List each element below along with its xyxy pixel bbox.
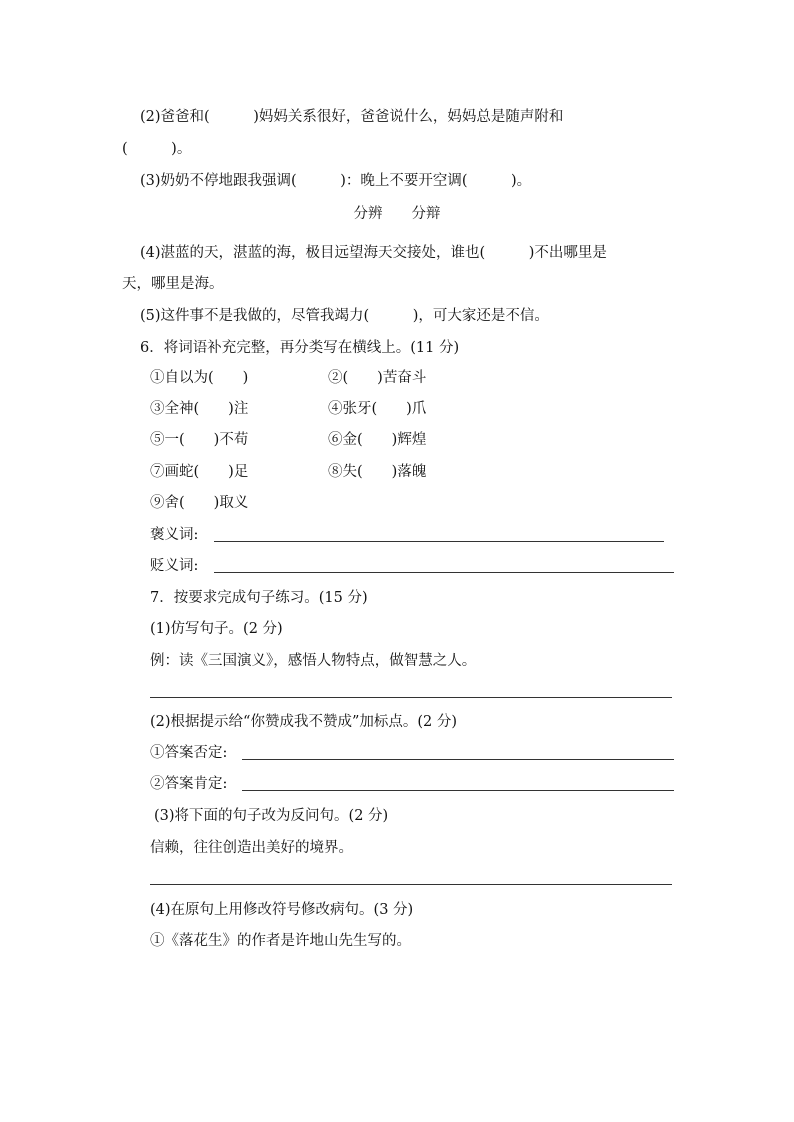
question-7-2-title: (2)根据提示给“你赞成我不赞成”加标点。(2 分) <box>150 714 458 730</box>
question-7-2-positive-label: ②答案肯定: <box>150 776 228 792</box>
idiom-item: ⑥金( )辉煌 <box>328 432 427 448</box>
question-7-3-answer-line[interactable] <box>150 884 672 885</box>
question-5-5: (5)这件事不是我做的，尽管我竭力( )，可大家还是不信。 <box>140 308 549 324</box>
section-7-title: 7．按要求完成句子练习。(15 分) <box>150 590 368 606</box>
question-7-1-example: 例：读《三国演义》，感悟人物特点，做智慧之人。 <box>150 653 477 669</box>
section-6-title: 6．将词语补充完整，再分类写在横线上。(11 分) <box>140 340 460 356</box>
question-7-3-sentence: 信赖，往往创造出美好的境界。 <box>150 840 353 856</box>
question-5-4-line1: (4)湛蓝的天，湛蓝的海，极目远望海天交接处，谁也( )不出哪里是 <box>140 245 607 261</box>
question-5-4-line2: 天，哪里是海。 <box>122 276 224 292</box>
derogatory-label: 贬义词: <box>150 558 199 574</box>
commendatory-answer-line[interactable] <box>214 541 664 542</box>
idiom-item: ④张牙( )爪 <box>328 401 427 417</box>
question-7-1-title: (1)仿写句子。(2 分) <box>150 621 283 637</box>
commendatory-label: 褒义词: <box>150 527 199 543</box>
idiom-item: ①自以为( ) <box>150 370 249 386</box>
question-7-2-negative-line[interactable] <box>242 759 674 760</box>
question-5-2-line2: ( )。 <box>122 141 192 157</box>
idiom-item: ③全神( )注 <box>150 401 249 417</box>
question-5-2-line1: (2)爸爸和( )妈妈关系很好，爸爸说什么，妈妈总是随声附和 <box>140 109 564 125</box>
idiom-item: ⑦画蛇( )足 <box>150 464 249 480</box>
question-7-2-negative-label: ①答案否定: <box>150 745 228 761</box>
derogatory-answer-line[interactable] <box>214 572 674 573</box>
idiom-item: ⑧失( )落魄 <box>328 464 427 480</box>
question-7-1-answer-line[interactable] <box>150 697 672 698</box>
question-7-4-sentence: ①《落花生》的作者是许地山先生写的。 <box>150 933 411 949</box>
question-7-3-title: (3)将下面的句子改为反问句。(2 分) <box>154 808 389 824</box>
question-7-4-title: (4)在原句上用修改符号修改病句。(3 分) <box>150 902 414 918</box>
question-5-3: (3)奶奶不停地跟我强调( )：晚上不要开空调( )。 <box>140 173 532 189</box>
question-7-2-positive-line[interactable] <box>242 790 674 791</box>
word-pair-heading: 分辨 分辩 <box>353 206 441 222</box>
idiom-item: ⑤一( )不苟 <box>150 432 249 448</box>
idiom-item: ⑨舍( )取义 <box>150 495 249 511</box>
idiom-item: ②( )苦奋斗 <box>328 370 427 386</box>
